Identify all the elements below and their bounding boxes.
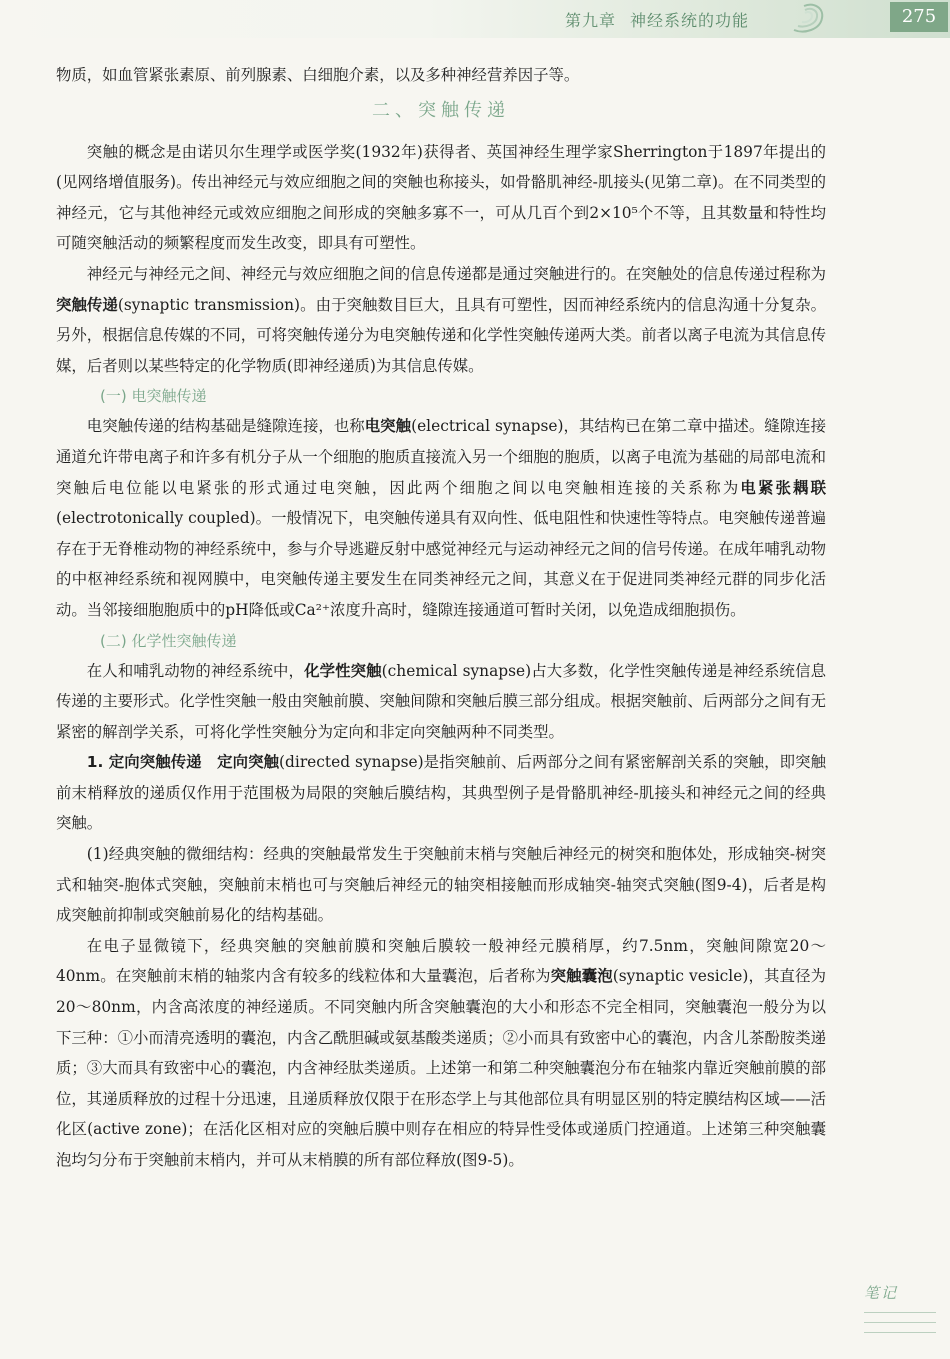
term-electrotonic-coupling: 电紧张耦联 [740, 478, 826, 497]
note-lines [864, 1312, 944, 1333]
page-number: 275 [890, 2, 948, 32]
paragraph-synaptic-transmission [56, 259, 826, 381]
paragraph-directed-synapse [56, 747, 826, 839]
paragraph-fine-structure: (1)经典突触的微细结构：经典的突触最常发生于突触前末梢与突触后神经元的树突和胞体处，形成轴突-树突式和轴突-胞体式突触，突触前末梢也可与突触后神经元的轴突相接触而形成轴突-轴突式突触(图9-4)，后者是构成突触前抑制或突触前易化的结构基础。 [56, 845, 826, 925]
term-synaptic-vesicle: 突触囊泡 [550, 967, 613, 986]
item-title-directed: 1. 定向突触传递 [86, 753, 202, 772]
continued-paragraph: 物质，如血管紧张素原、前列腺素、白细胞介素，以及多种神经营养因子等。 [56, 66, 580, 84]
chapter-number: 第九章 [565, 11, 617, 30]
section-heading: 二、突触传递 [372, 99, 510, 121]
text: (synaptic vesicle)，其直径为20～80nm，内含高浓度的神经递质。不同突触内所含突触囊泡的大小和形态不完全相同，突触囊泡一般分为以下三种：①小而清亮透明的囊泡，内含乙酰胆碱或氨基酸类递质；②小而具有致密中心的囊泡，内含儿茶酚胺类递质；③大而具有致密中心的囊泡，内含神经肽类递质。上述第一和第二种突触囊泡分布在轴浆内靠近突触前膜的部位，其递质释放的过程十分迅速，且递质释放仅限于在形态学上与其他部位具有明显区别的特定膜结构区域——活化区(active zone)；在活化区相对应的突触后膜中则存在相应的特异性受体或递质门控通道。上述第三种突触囊泡均匀分布于突触前末梢内，并可从末梢膜的所有部位释放(图9-5)。 [56, 967, 826, 1169]
page-body [56, 60, 826, 1176]
term-electrical-synapse: 电突触 [364, 417, 412, 436]
term-chemical-synapse: 化学性突触 [304, 661, 382, 680]
term-synaptic-transmission: 突触传递 [56, 295, 118, 314]
text: (electrical synapse)，其结构已在第二章中描述。缝隙连接通道允许带电离子和许多有机分子从一个细胞的胞质直接流入另一个细胞的胞质，以离子电流为基础的局部电流和突触后电位能以电紧张的形式通过电突触，因此两个细胞之间以电突触相连接的关系称为 [56, 417, 826, 497]
chapter-title: 神经系统的功能 [630, 11, 750, 30]
text: (chemical synapse)占大多数，化学性突触传递是神经系统信息传递的主要形式。化学性突触一般由突触前膜、突触间隙和突触后膜三部分组成。根据突触前、后两部分之间有无紧密的解剖学关系，可将化学性突触分为定向和非定向突触两种不同类型。 [56, 661, 826, 741]
text: 神经元与神经元之间、神经元与效应细胞之间的信息传递都是通过突触进行的。在突触处的信息传递过程称为 [86, 264, 826, 283]
text: 在人和哺乳动物的神经系统中， [86, 661, 305, 680]
text: (synaptic transmission)。由于突触数目巨大，且具有可塑性，因而神经系统内的信息沟通十分复杂。另外，根据信息传媒的不同，可将突触传递分为电突触传递和化学性突触传递两大类。前者以离子电流为其信息传媒，后者则以某些特定的化学物质(即神经递质)为其信息传媒。 [56, 295, 826, 375]
subsection-heading-electrical: (一) 电突触传递 [100, 387, 207, 406]
text: 在电子显微镜下，经典突触的突触前膜和突触后膜较一般神经元膜稍厚，约7.5nm，突触间隙宽20～40nm。在突触前末梢的轴浆内含有较多的线粒体和大量囊泡，后者称为 [56, 936, 826, 986]
paragraph-electron-microscope [56, 931, 826, 1176]
paragraph-synapse-concept: 突触的概念是由诺贝尔生理学或医学奖(1932年)获得者、英国神经生理学家Sherrington于1897年提出的(见网络增值服务)。传出神经元与效应细胞之间的突触也称接头，如骨骼肌神经-肌接头(见第二章)。在不同类型的神经元，它与其他神经元或效应细胞之间形成的突触多寡不一，可从几百个到2×10⁵个不等，且其数量和特性均可随突触活动的频繁程度而发生改变，即具有可塑性。 [56, 142, 826, 253]
text: (electrotonically coupled)。一般情况下，电突触传递具有双向性、低电阻性和快速性等特点。电突触传递普遍存在于无脊椎动物的神经系统中，参与介导逃避反射中感觉神经元与运动神经元之间的信号传递。在成年哺乳动物的中枢神经系统和视网膜中，电突触传递主要发生在同类神经元之间，其意义在于促进同类神经元群的同步化活动。当邻接细胞胞质中的pH降低或Ca²⁺浓度升高时，缝隙连接通道可暂时关闭，以免造成细胞损伤。 [56, 509, 826, 619]
text: (directed synapse)是指突触前、后两部分之间有紧密解剖关系的突触，即突触前末梢释放的递质仅作用于范围极为局限的突触后膜结构，其典型例子是骨骼肌神经-肌接头和神经元之间的经典突触。 [56, 753, 826, 833]
paragraph-chemical-synapse [56, 656, 826, 748]
paragraph-electrical-synapse [56, 411, 826, 625]
note-label: 笔记 [864, 1284, 899, 1302]
swirl-ornament-icon [790, 0, 830, 38]
text: 电突触传递的结构基础是缝隙连接，也称 [86, 417, 365, 436]
subsection-heading-chemical: (二) 化学性突触传递 [100, 631, 237, 650]
term-directed-synapse: 定向突触 [217, 753, 280, 772]
running-header [565, 8, 749, 31]
margin-notes [864, 1282, 944, 1342]
